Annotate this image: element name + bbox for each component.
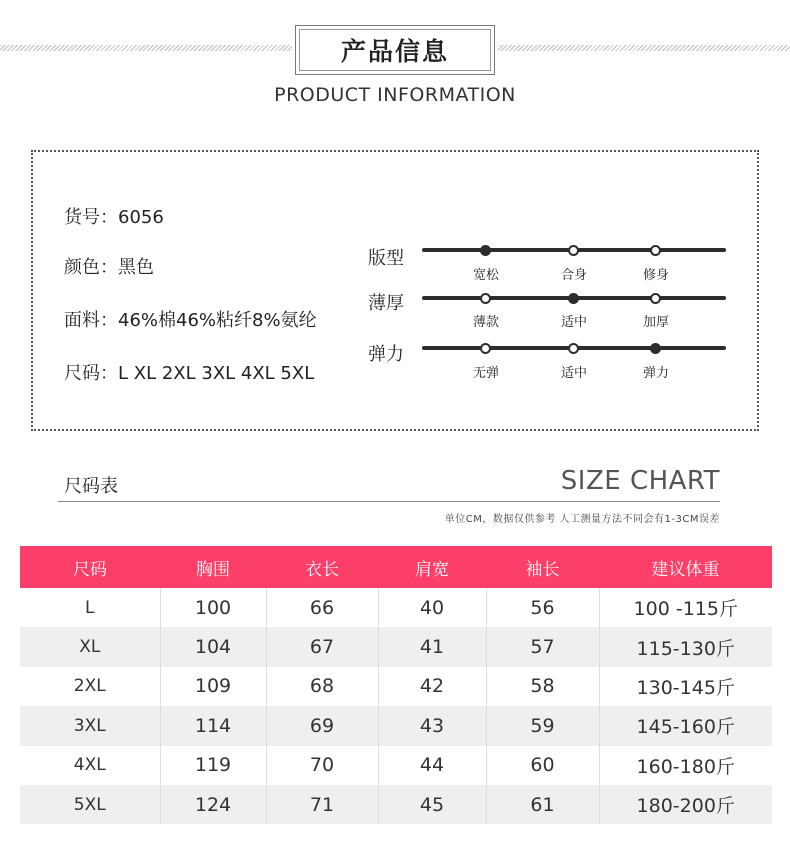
- table-cell: 114: [160, 706, 266, 745]
- elasticity-scale-dot: [568, 343, 579, 354]
- fabric-info: 面料：46%棉46%粘纤8%氨纶: [64, 310, 317, 331]
- elasticity-scale-tick: 弹力: [642, 366, 669, 381]
- size-chart-title-cn: 尺码表: [64, 476, 118, 497]
- table-cell: 124: [160, 785, 266, 824]
- table-cell: 58: [486, 667, 599, 706]
- table-row: [20, 706, 772, 745]
- table-cell: 100 -115斤: [599, 588, 772, 627]
- table-cell: 145-160斤: [599, 706, 772, 745]
- table-cell: 2XL: [73, 676, 106, 697]
- thickness-scale-tick: 加厚: [642, 315, 669, 330]
- table-cell: 160-180斤: [599, 746, 772, 785]
- column-header: 胸围: [160, 546, 266, 588]
- elasticity-scale-dot: [650, 343, 661, 354]
- fit-scale-tick: 宽松: [472, 268, 499, 283]
- size-table: [20, 546, 772, 824]
- table-cell: 68: [266, 667, 378, 706]
- color-info: 颜色：黑色: [64, 257, 154, 278]
- elasticity-scale-tick: 适中: [560, 366, 587, 381]
- table-cell: 3XL: [20, 706, 160, 745]
- table-cell: 104: [160, 627, 266, 666]
- fit-scale-tick: 合身: [560, 268, 587, 283]
- table-cell: 4XL: [73, 755, 106, 776]
- table-cell: L: [85, 597, 95, 618]
- table-cell: 43: [378, 706, 486, 745]
- page-subtitle: PRODUCT INFORMATION: [274, 84, 516, 106]
- table-row: [20, 588, 772, 627]
- table-cell: 41: [378, 627, 486, 666]
- table-cell: 59: [486, 706, 599, 745]
- table-cell: 57: [486, 627, 599, 666]
- size-chart-note: 单位CM，数据仅供参考 人工测量方法不同会有1-3CM误差: [444, 514, 720, 525]
- header-right-hatch: [498, 45, 790, 51]
- size-info: 尺码：L XL 2XL 3XL 4XL 5XL: [64, 363, 315, 384]
- table-cell: 61: [486, 785, 599, 824]
- table-cell: 69: [266, 706, 378, 745]
- table-cell: 5XL: [20, 785, 160, 824]
- thickness-scale-tick: 适中: [560, 315, 587, 330]
- table-cell: 56: [486, 588, 599, 627]
- table-row: [20, 746, 772, 785]
- table-cell: 44: [378, 746, 486, 785]
- table-cell: 45: [378, 785, 486, 824]
- column-header: 衣长: [266, 546, 378, 588]
- fit-scale-dot: [650, 245, 661, 256]
- column-header: 建议体重: [599, 546, 772, 588]
- fit-scale-dot: [480, 245, 491, 256]
- table-cell: 66: [266, 588, 378, 627]
- table-cell: 115-130斤: [599, 627, 772, 666]
- table-cell: 70: [266, 746, 378, 785]
- table-cell: 130-145斤: [599, 667, 772, 706]
- table-row: [20, 785, 772, 824]
- table-cell: 119: [160, 746, 266, 785]
- thickness-scale-dot: [480, 293, 491, 304]
- size-chart-divider: [58, 501, 720, 502]
- item-number: 货号：6056: [64, 207, 164, 228]
- thickness-scale-tick: 薄款: [472, 315, 499, 330]
- table-header-row: [20, 546, 772, 588]
- elasticity-scale-label: 弹力: [368, 344, 404, 365]
- table-row: [20, 627, 772, 666]
- fit-scale-label: 版型: [368, 248, 404, 269]
- column-header: 尺码: [20, 546, 160, 588]
- size-chart-title-en: SIZE CHART: [560, 466, 720, 496]
- column-header: 肩宽: [378, 546, 486, 588]
- table-cell: 109: [160, 667, 266, 706]
- table-cell: 60: [486, 746, 599, 785]
- column-header: 袖长: [486, 546, 599, 588]
- table-cell: 42: [378, 667, 486, 706]
- table-cell: 67: [266, 627, 378, 666]
- title-box: [295, 25, 495, 75]
- fit-scale-dot: [568, 245, 579, 256]
- table-cell: 40: [378, 588, 486, 627]
- thickness-scale-label: 薄厚: [368, 293, 404, 314]
- table-cell: XL: [20, 627, 160, 666]
- elasticity-scale-tick: 无弹: [472, 366, 499, 381]
- elasticity-scale-dot: [480, 343, 491, 354]
- table-cell: 71: [266, 785, 378, 824]
- table-row: [20, 667, 772, 706]
- thickness-scale-dot: [568, 293, 579, 304]
- fit-scale-tick: 修身: [642, 268, 669, 283]
- page-title: 产品信息: [340, 37, 449, 66]
- table-cell: 100: [160, 588, 266, 627]
- header-left-hatch: [0, 45, 292, 51]
- table-cell: 180-200斤: [599, 785, 772, 824]
- thickness-scale-dot: [650, 293, 661, 304]
